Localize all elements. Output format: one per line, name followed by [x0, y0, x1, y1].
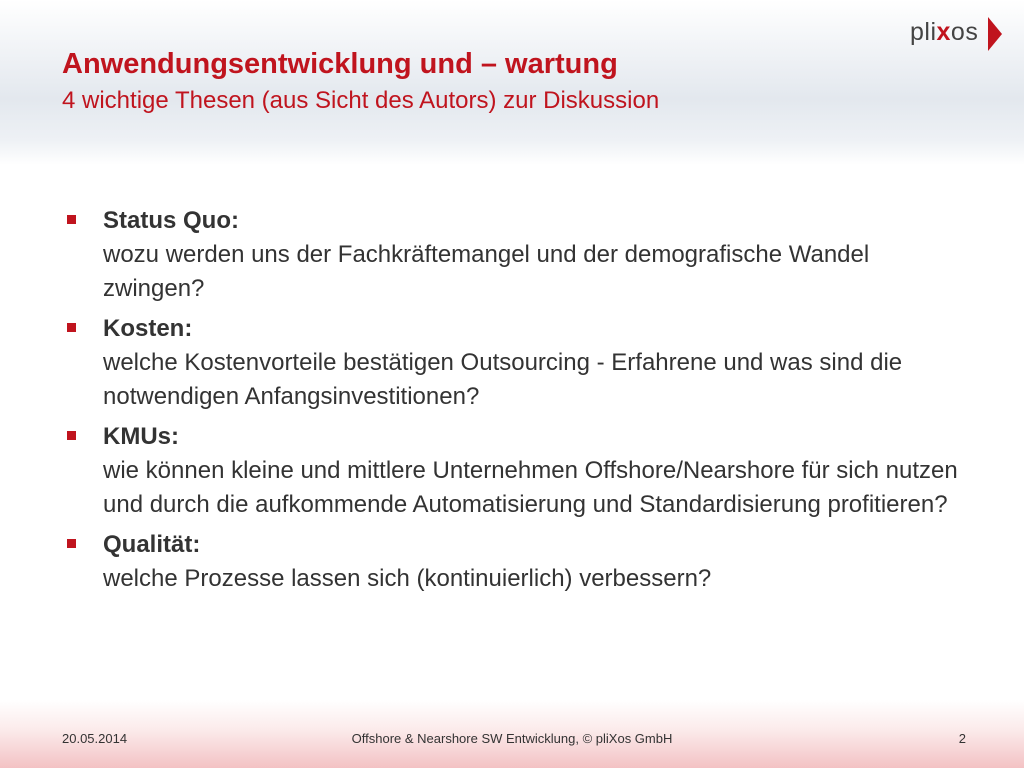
logo-text-before: pli	[910, 18, 937, 46]
thesis-heading: KMUs:	[103, 423, 179, 450]
thesis-text: welche Kostenvorteile bestätigen Outsourcing - Erfahrene und was sind die notwendigen Anfangsinvestitionen?	[103, 349, 903, 410]
logo-text-after: os	[950, 18, 979, 46]
logo-arrow-icon	[988, 17, 1002, 51]
square-bullet-icon	[67, 539, 76, 548]
thesis-qualitaet	[66, 528, 966, 596]
thesis-kosten	[66, 312, 966, 414]
thesis-heading: Status Quo:	[103, 207, 239, 234]
thesis-text: wie können kleine und mittlere Unternehmen Offshore/Nearshore für sich nutzen und durch die aufkommende Automatisierung und Standardisierung profitieren?	[103, 457, 958, 518]
square-bullet-icon	[67, 215, 76, 224]
square-bullet-icon	[67, 323, 76, 332]
page-number: 2	[958, 731, 966, 746]
header-band	[0, 0, 1024, 165]
slide-title: Anwendungsentwicklung und – wartung	[62, 48, 618, 80]
thesis-text: welche Prozesse lassen sich (kontinuierlich) verbessern?	[103, 565, 712, 592]
thesis-status-quo	[66, 204, 966, 306]
thesis-list	[66, 204, 966, 602]
square-bullet-icon	[67, 431, 76, 440]
logo-text	[910, 18, 978, 47]
thesis-heading: Kosten:	[103, 315, 193, 342]
footer-copyright: Offshore & Nearshore SW Entwicklung, © pliXos GmbH	[351, 731, 673, 746]
logo-text-x: x	[936, 18, 951, 46]
thesis-text: wozu werden uns der Fachkräftemangel und der demografische Wandel zwingen?	[103, 241, 870, 302]
thesis-kmus	[66, 420, 966, 522]
slide-subtitle: 4 wichtige Thesen (aus Sicht des Autors) zur Diskussion	[62, 87, 660, 114]
plixos-logo	[910, 14, 1010, 52]
thesis-heading: Qualität:	[103, 531, 201, 558]
footer-date: 20.05.2014	[62, 731, 128, 746]
